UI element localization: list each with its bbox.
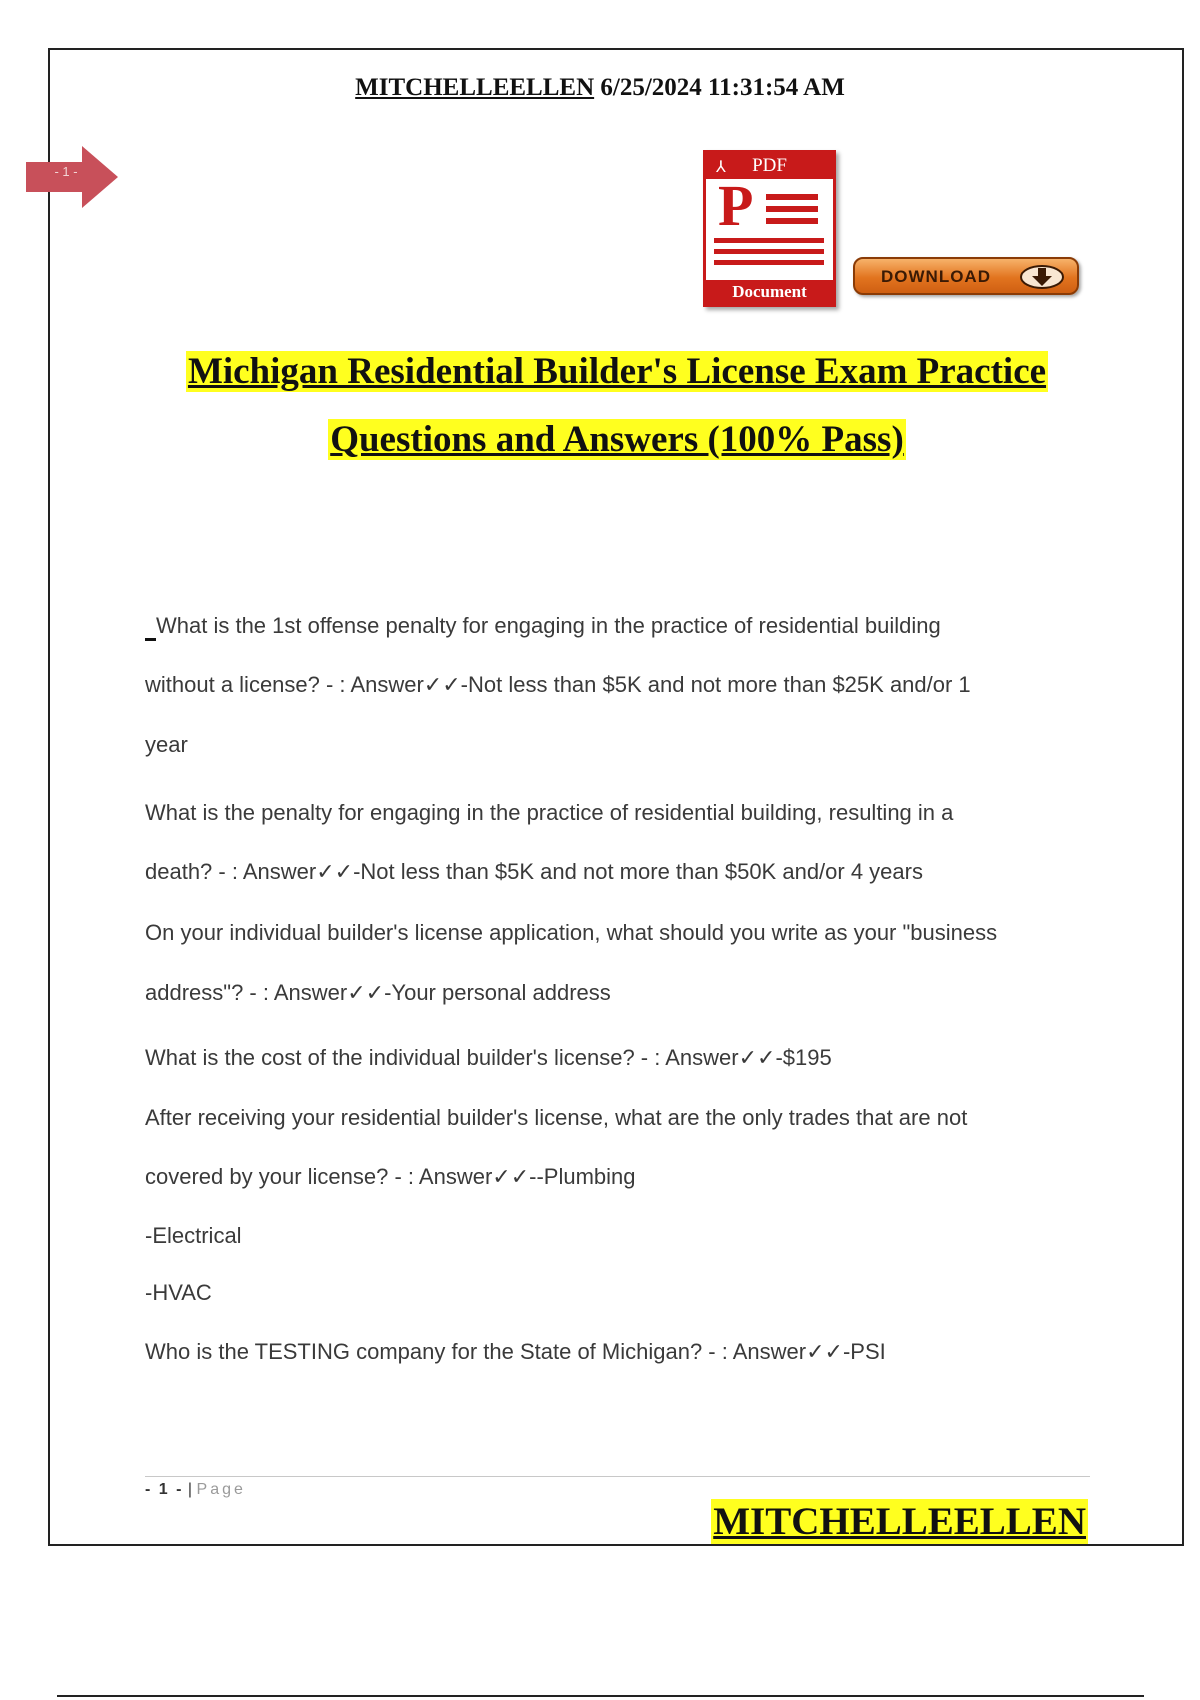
header-timestamp: 6/25/2024 11:31:54 AM: [600, 74, 845, 101]
download-arrow-icon: [1018, 264, 1066, 290]
qa-line: year: [145, 732, 188, 757]
qa-line: covered by your license? - : Answer✓✓--Plumbing: [145, 1164, 636, 1189]
pdf-top-label: PDF: [752, 155, 787, 176]
acrobat-icon: ⅄: [716, 159, 726, 176]
qa-line: What is the penalty for engaging in the practice of residential building, resulting in a: [145, 800, 954, 825]
page-marker-label: - 1 -: [54, 164, 78, 179]
qa-line: address"? - : Answer✓✓-Your personal address: [145, 980, 611, 1005]
footer-page-number: [145, 1481, 246, 1499]
document-header: [0, 74, 1200, 102]
bottom-divider: [57, 1695, 1144, 1697]
qa-line: death? - : Answer✓✓-Not less than $5K and not more than $50K and/or 4 years: [145, 859, 923, 884]
qa-line: without a license? - : Answer✓✓-Not less than $5K and not more than $25K and/or 1: [145, 672, 971, 697]
document-title-line-2: Questions and Answers (100% Pass): [330, 419, 904, 460]
page-marker-arrow-icon[interactable]: [26, 146, 118, 208]
pdf-letter: P: [718, 173, 754, 238]
qa-line: What is the 1st offense penalty for engaging in the practice of residential building: [156, 613, 941, 638]
qa-line: What is the cost of the individual builder's license? - : Answer✓✓-$195: [145, 1045, 832, 1070]
text-cursor-mark: [145, 638, 156, 641]
footer-brand: MITCHELLEELLEN: [713, 1500, 1086, 1543]
document-title-line-1: Michigan Residential Builder's License Exam Practice: [187, 351, 1047, 392]
page-separator: |: [187, 1481, 193, 1498]
download-button-label: DOWNLOAD: [881, 267, 991, 286]
qa-line: -HVAC: [145, 1280, 212, 1305]
page-word: Page: [196, 1481, 246, 1498]
download-button[interactable]: [853, 257, 1079, 295]
page-number: - 1 -: [145, 1481, 184, 1498]
qa-line: On your individual builder's license application, what should you write as your "business: [145, 920, 998, 945]
footer-divider: [145, 1476, 1090, 1477]
qa-line: After receiving your residential builder's license, what are the only trades that are not: [145, 1105, 968, 1130]
qa-line: -Electrical: [145, 1223, 242, 1248]
pdf-document-icon[interactable]: [703, 150, 836, 307]
header-author: MITCHELLEELLEN: [355, 74, 595, 101]
qa-line: Who is the TESTING company for the State of Michigan? - : Answer✓✓-PSI: [145, 1339, 886, 1364]
pdf-bottom-label: Document: [706, 280, 833, 304]
